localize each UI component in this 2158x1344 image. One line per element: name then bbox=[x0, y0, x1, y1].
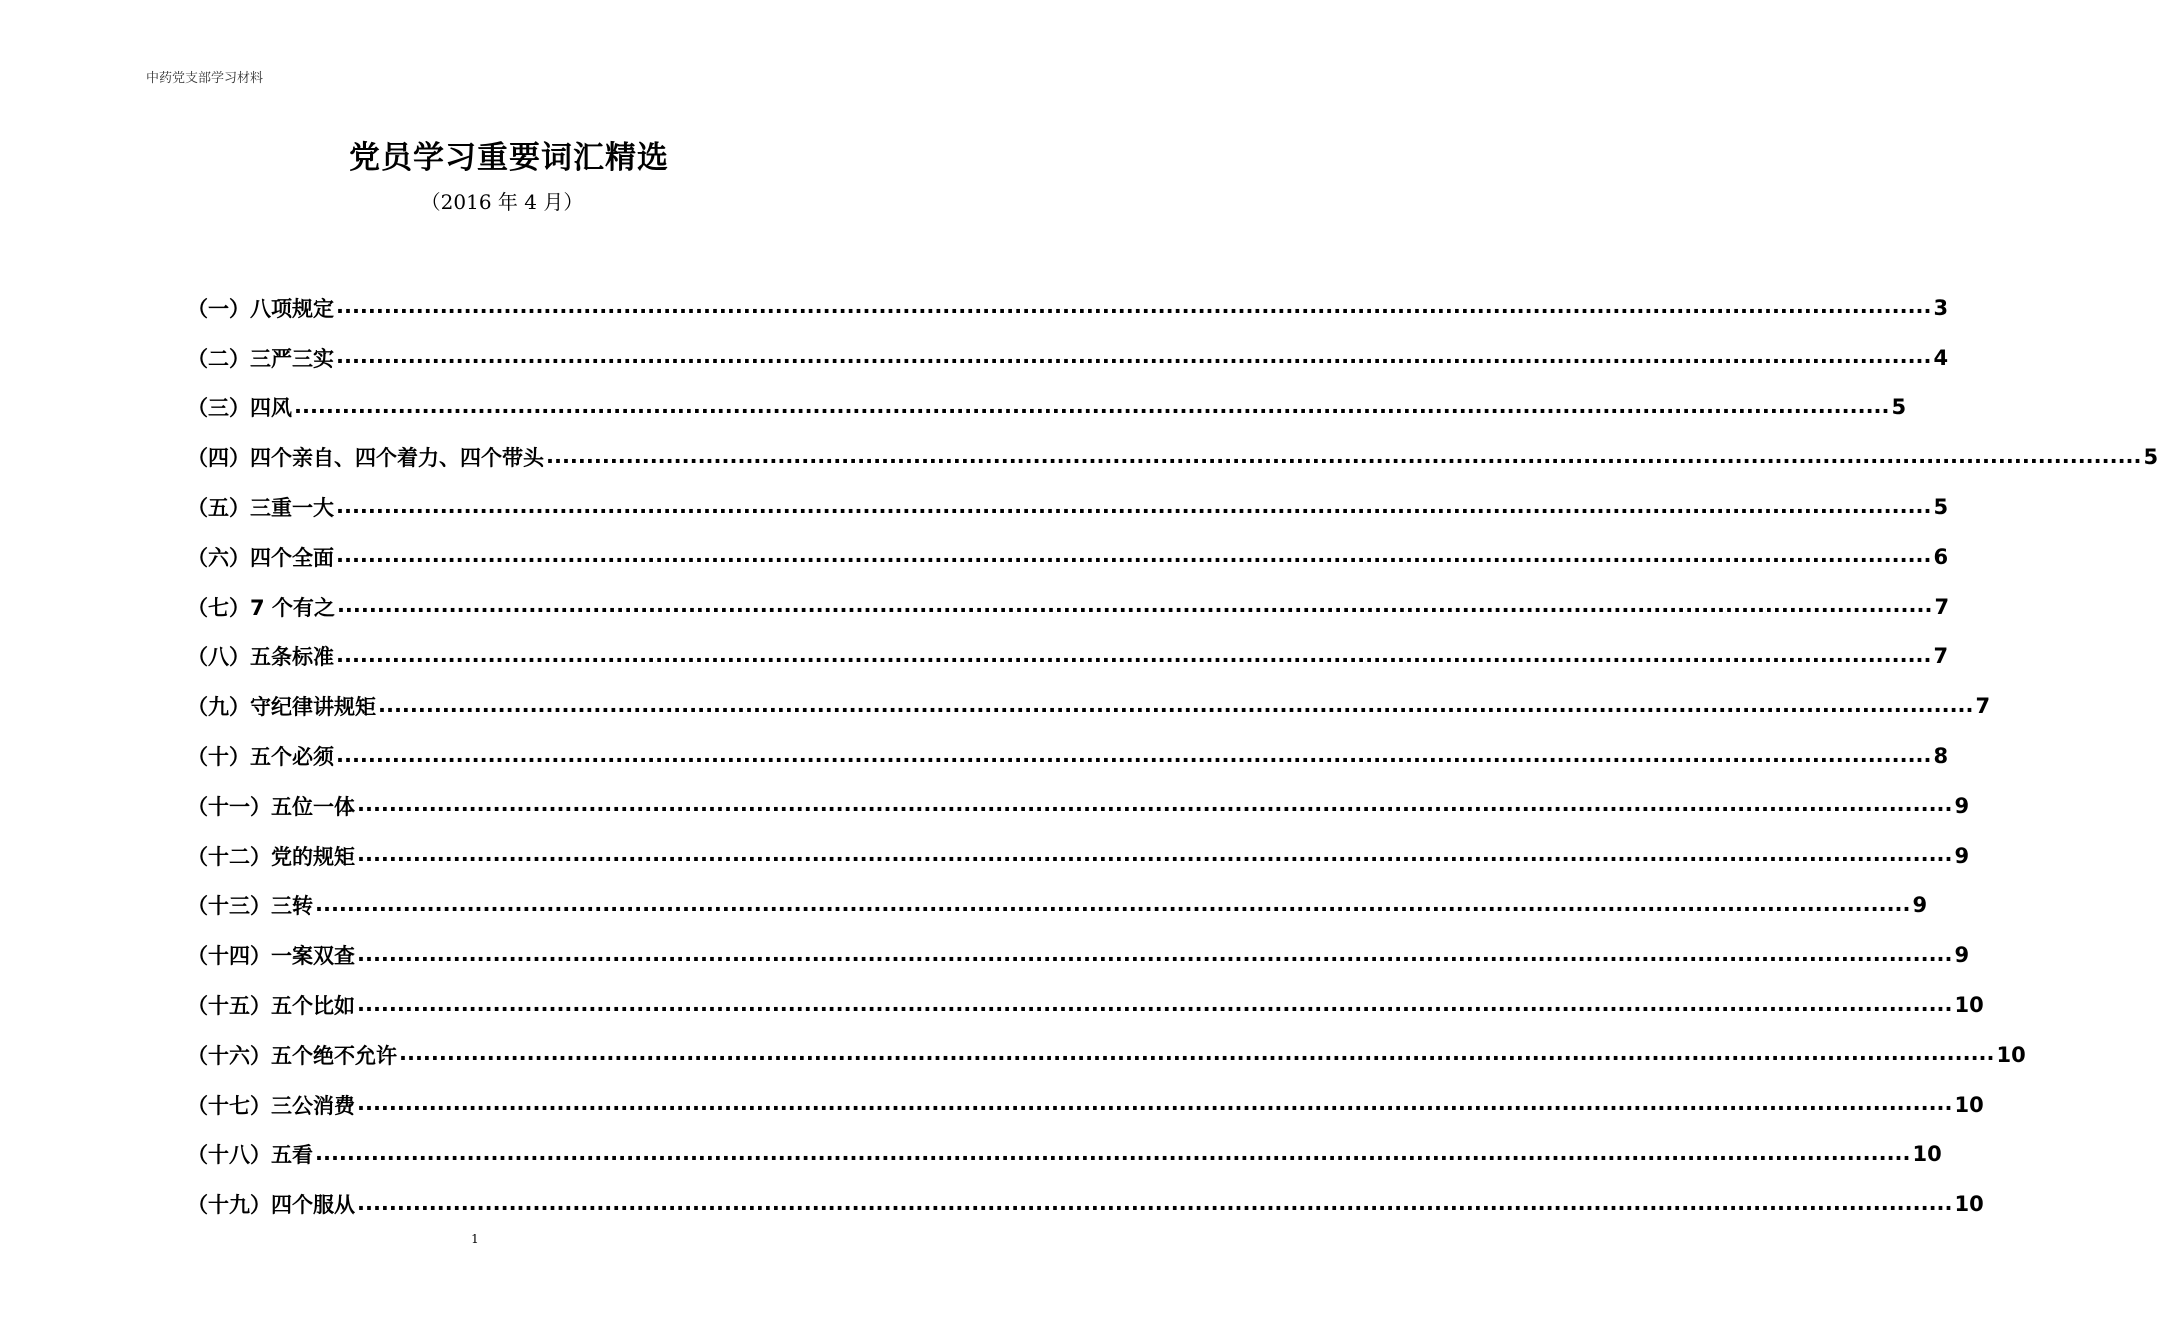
toc-entry[interactable] bbox=[187, 781, 1970, 831]
toc-entry[interactable] bbox=[187, 1179, 1984, 1229]
toc-entry[interactable] bbox=[187, 831, 1970, 881]
toc-dot-leader: ........................................................................................................................................................................................................ bbox=[546, 443, 2142, 468]
toc-dot-leader: ........................................................................................................................................................................................................ bbox=[336, 543, 1932, 568]
toc-entry-page: 9 bbox=[1954, 943, 1970, 968]
toc-entry-page: 5 bbox=[2143, 445, 2158, 470]
toc-entry-page: 10 bbox=[1954, 993, 1984, 1018]
toc-entry-page: 9 bbox=[1912, 893, 1928, 918]
toc-entry-title: （九）守纪律讲规矩 bbox=[187, 695, 376, 720]
toc-dot-leader: ........................................................................................................................................................................................................ bbox=[357, 792, 1953, 817]
toc-entry-title: （十九）四个服从 bbox=[187, 1193, 355, 1218]
toc-entry-title: （十六）五个绝不允许 bbox=[187, 1043, 397, 1068]
toc-dot-leader: ........................................................................................................................................................................................................ bbox=[378, 692, 1974, 717]
toc-entry-page: 8 bbox=[1933, 744, 1949, 769]
toc-entry-title: （六）四个全面 bbox=[187, 545, 334, 570]
toc-dot-leader: ........................................................................................................................................................................................................ bbox=[315, 1140, 1911, 1165]
toc-entry-page: 5 bbox=[1891, 395, 1907, 420]
toc-dot-leader: ........................................................................................................................................................................................................ bbox=[294, 393, 1890, 418]
toc-entry-title: （十四）一案双查 bbox=[187, 944, 355, 969]
toc-entry[interactable] bbox=[187, 632, 1949, 682]
toc-entry-page: 7 bbox=[1975, 694, 1991, 719]
page-number: 1 bbox=[471, 1232, 479, 1246]
toc-dot-leader: ........................................................................................................................................................................................................ bbox=[315, 891, 1911, 916]
toc-dot-leader: ........................................................................................................................................................................................................ bbox=[399, 1041, 1995, 1066]
toc-entry[interactable] bbox=[187, 731, 1949, 781]
toc-entry-title: （七）7 个有之 bbox=[187, 595, 335, 620]
toc-entry-title: （一）八项规定 bbox=[187, 296, 334, 321]
toc-entry[interactable] bbox=[187, 532, 1949, 582]
toc-entry[interactable] bbox=[187, 930, 1970, 980]
toc-dot-leader: ........................................................................................................................................................................................................ bbox=[336, 493, 1932, 518]
toc-entry-page: 9 bbox=[1954, 843, 1970, 868]
toc-entry-page: 7 bbox=[1934, 594, 1950, 619]
toc-dot-leader: ........................................................................................................................................................................................................ bbox=[357, 842, 1953, 867]
toc-entry-title: （十八）五看 bbox=[187, 1143, 313, 1168]
toc-entry[interactable] bbox=[187, 432, 2158, 482]
toc-entry-page: 6 bbox=[1933, 544, 1949, 569]
header-note: 中药党支部学习材料 bbox=[146, 71, 264, 86]
toc-entry-title: （十五）五个比如 bbox=[187, 994, 355, 1019]
toc-entry[interactable] bbox=[187, 681, 1991, 731]
toc-entry[interactable] bbox=[187, 1130, 1942, 1180]
toc-entry[interactable] bbox=[187, 980, 1984, 1030]
toc-entry-page: 9 bbox=[1954, 793, 1970, 818]
toc-entry-page: 5 bbox=[1933, 495, 1949, 520]
toc-dot-leader: ........................................................................................................................................................................................................ bbox=[336, 593, 1933, 618]
toc-dot-leader: ........................................................................................................................................................................................................ bbox=[357, 1091, 1953, 1116]
toc-entry[interactable] bbox=[187, 333, 1949, 383]
toc-entry-page: 3 bbox=[1933, 295, 1949, 320]
table-of-contents bbox=[187, 283, 2158, 1229]
toc-entry-title: （二）三严三实 bbox=[187, 346, 334, 371]
toc-dot-leader: ........................................................................................................................................................................................................ bbox=[357, 1190, 1953, 1215]
toc-entry-title: （十）五个必须 bbox=[187, 745, 334, 770]
toc-entry-page: 10 bbox=[1954, 1092, 1984, 1117]
toc-dot-leader: ........................................................................................................................................................................................................ bbox=[357, 941, 1953, 966]
document-title: 党员学习重要词汇精选 bbox=[349, 140, 669, 176]
document-subtitle: （2016 年 4 月） bbox=[420, 190, 584, 214]
toc-dot-leader: ........................................................................................................................................................................................................ bbox=[336, 294, 1932, 319]
toc-entry-title: （十七）三公消费 bbox=[187, 1093, 355, 1118]
toc-entry-title: （三）四风 bbox=[187, 396, 292, 421]
toc-entry-page: 4 bbox=[1933, 345, 1949, 370]
toc-entry-title: （四）四个亲自、四个着力、四个带头 bbox=[187, 446, 544, 471]
toc-entry[interactable] bbox=[187, 482, 1949, 532]
toc-entry-page: 10 bbox=[1912, 1142, 1942, 1167]
toc-entry-page: 10 bbox=[1996, 1042, 2026, 1067]
toc-entry[interactable] bbox=[187, 1080, 1984, 1130]
toc-entry-title: （八）五条标准 bbox=[187, 645, 334, 670]
toc-entry-page: 10 bbox=[1954, 1192, 1984, 1217]
toc-entry-page: 7 bbox=[1933, 644, 1949, 669]
toc-entry-title: （十一）五位一体 bbox=[187, 794, 355, 819]
toc-dot-leader: ........................................................................................................................................................................................................ bbox=[336, 344, 1932, 369]
toc-entry-title: （五）三重一大 bbox=[187, 496, 334, 521]
toc-dot-leader: ........................................................................................................................................................................................................ bbox=[357, 991, 1953, 1016]
toc-dot-leader: ........................................................................................................................................................................................................ bbox=[336, 642, 1932, 667]
toc-dot-leader: ........................................................................................................................................................................................................ bbox=[336, 742, 1932, 767]
toc-entry[interactable] bbox=[187, 881, 1928, 931]
toc-entry[interactable] bbox=[187, 383, 1907, 433]
toc-entry[interactable] bbox=[187, 1030, 2026, 1080]
toc-entry-title: （十三）三转 bbox=[187, 894, 313, 919]
toc-entry-title: （十二）党的规矩 bbox=[187, 844, 355, 869]
toc-entry[interactable] bbox=[187, 283, 1949, 333]
toc-entry[interactable] bbox=[187, 582, 1950, 632]
